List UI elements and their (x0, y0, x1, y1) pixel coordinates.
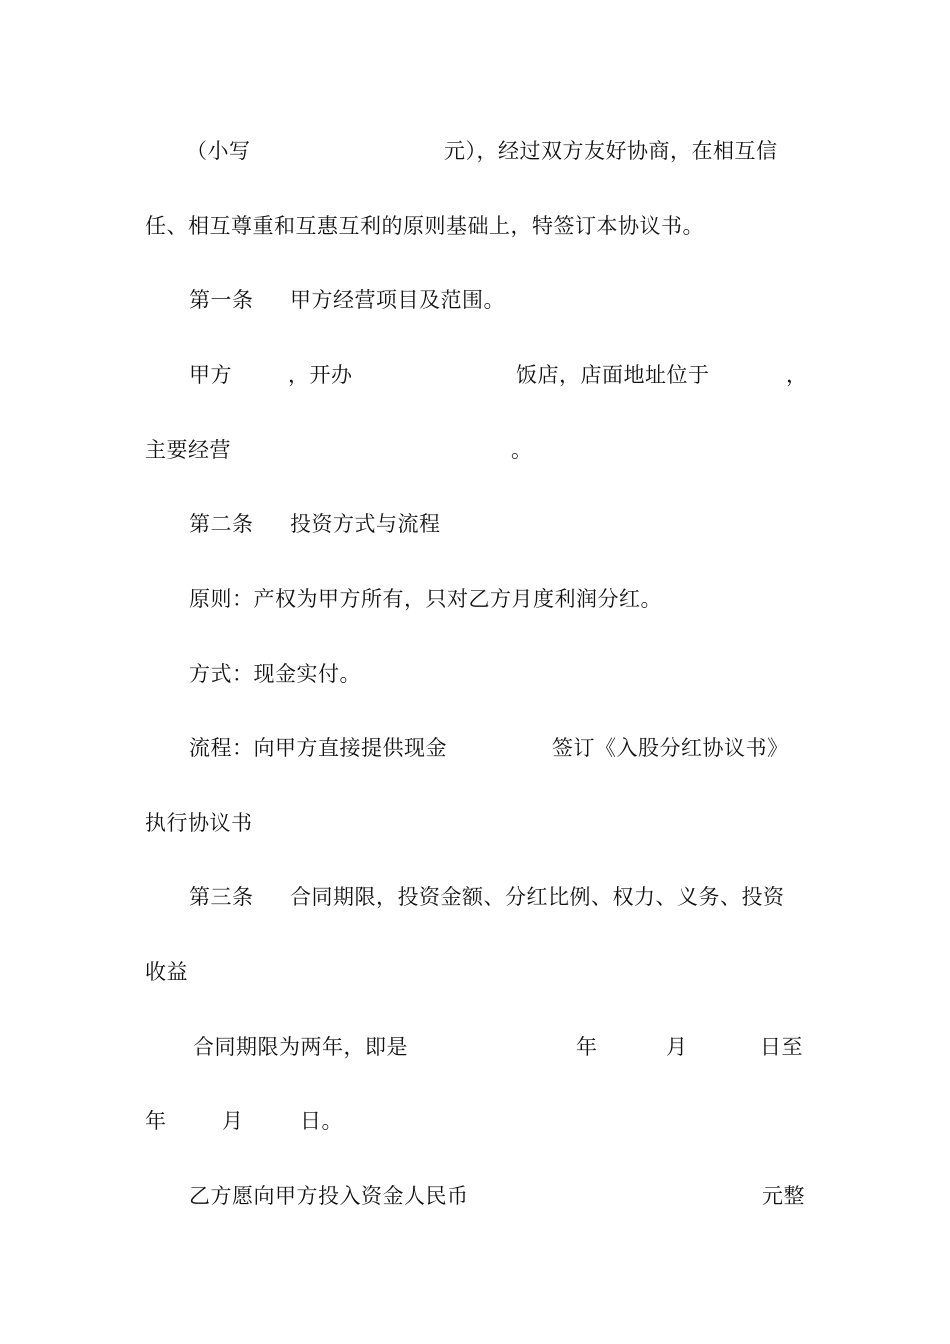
text-segment: 。 (511, 438, 533, 462)
text-segment: 合同期限为两年，即是 (193, 1035, 408, 1059)
text-segment: 流程：向甲方直接提供现金 (189, 736, 447, 760)
text-segment: 乙方愿向甲方投入资金人民币 (189, 1184, 469, 1208)
text-segment: 日。 (300, 1109, 343, 1133)
text-segment: 年 (576, 1035, 598, 1059)
text-segment: ， (786, 363, 808, 387)
text-segment: 签订《入股分红协议书》 (552, 736, 789, 760)
text-segment: 原则：产权为甲方所有，只对乙方月度利润分红。 (189, 587, 662, 611)
article-title: 合同期限，投资金额、分红比例、权力、义务、投资 (290, 885, 785, 909)
article-number: 第一条 (189, 288, 254, 312)
text-segment: 月 (666, 1035, 688, 1059)
text-segment: 主要经营 (145, 438, 231, 462)
article-title: 甲方经营项目及范围。 (290, 288, 505, 312)
text-segment: 年 (145, 1109, 167, 1133)
article-title: 投资方式与流程 (290, 512, 441, 536)
text-segment: ，开办 (288, 363, 353, 387)
text-segment: 元整 (762, 1184, 805, 1208)
text-segment: 任、相互尊重和互惠互利的原则基础上，特签订本协议书。 (145, 214, 704, 238)
text-segment: 元），经过双方友好协商，在相互信 (444, 139, 778, 163)
text-segment: 月 (222, 1109, 244, 1133)
text-segment: 执行协议书 (145, 811, 253, 835)
text-segment: 方式：现金实付。 (189, 662, 361, 686)
text-segment: 甲方 (189, 363, 232, 387)
article-number: 第二条 (189, 512, 254, 536)
text-segment: 日至 (760, 1035, 803, 1059)
text-segment: （小写 (186, 139, 251, 163)
article-number: 第三条 (189, 885, 254, 909)
text-segment: 收益 (145, 960, 188, 984)
text-segment: 饭店，店面地址位于 (516, 363, 710, 387)
